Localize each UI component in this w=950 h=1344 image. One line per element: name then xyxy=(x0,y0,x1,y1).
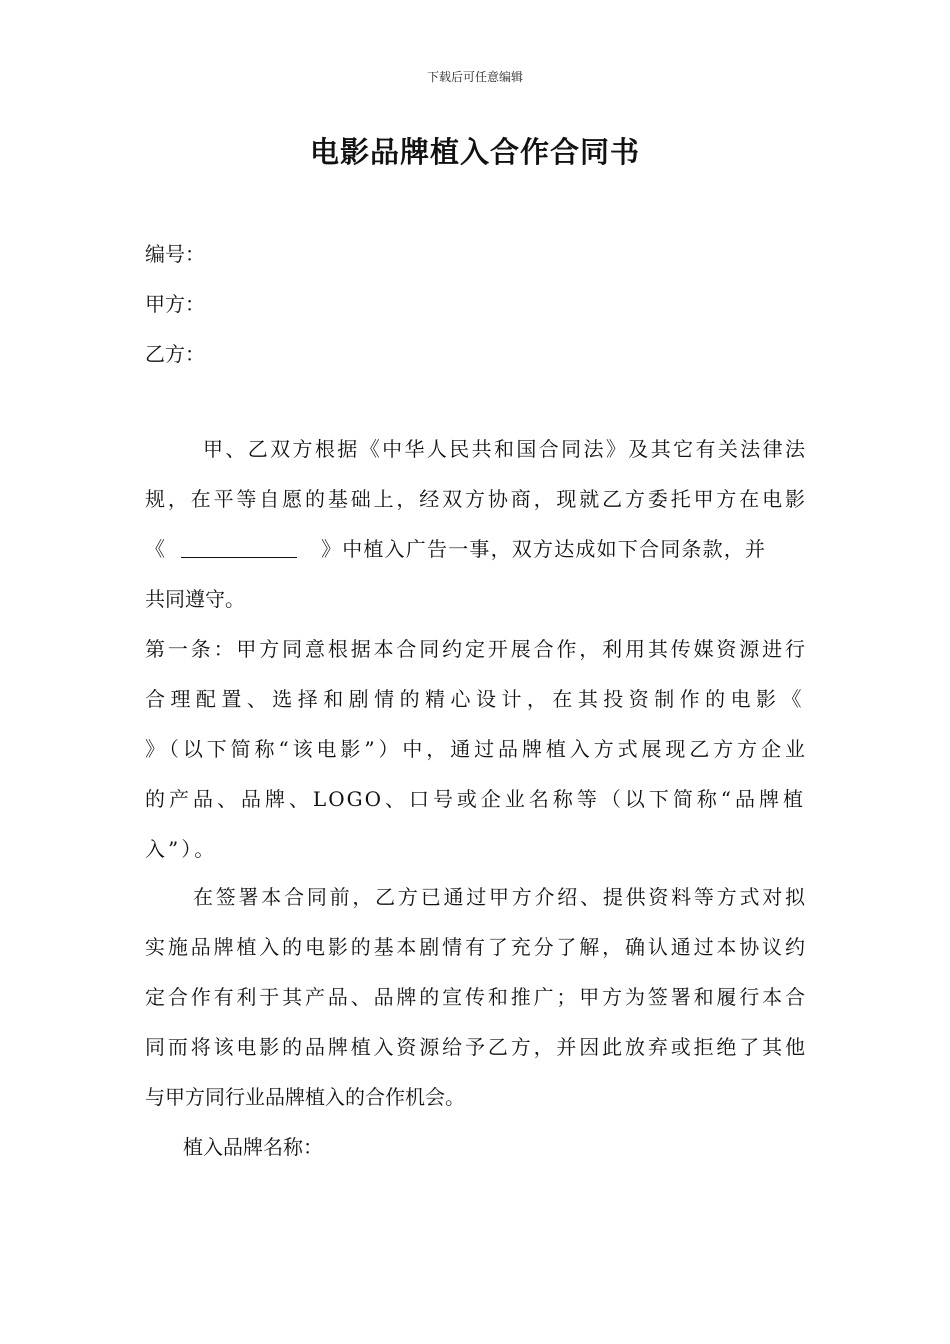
party-b-label: 乙方： xyxy=(145,342,205,366)
article1-line-2: 合理配置、选择和剧情的精心设计，在其投资制作的电影《 xyxy=(145,687,805,711)
sign-line-4: 同而将该电影的品牌植入资源给予乙方，并因此放弃或拒绝了其他 xyxy=(145,1035,805,1059)
contract-number-label: 编号： xyxy=(145,242,205,266)
intro-line-2: 规，在平等自愿的基础上，经双方协商，现就乙方委托甲方在电影 xyxy=(145,487,805,511)
intro-line-3-text: 》中植入广告一事，双方达成如下合同条款，并 xyxy=(321,537,767,561)
sign-line-5: 与甲方同行业品牌植入的合作机会。 xyxy=(145,1085,465,1109)
article1-line-5: 入”）。 xyxy=(145,837,218,861)
brand-name-label: 植入品牌名称： xyxy=(183,1135,323,1159)
article1-line-4: 的产品、品牌、LOGO、口号或企业名称等（以下简称“品牌植 xyxy=(145,787,805,811)
intro-line-3 xyxy=(145,534,805,564)
intro-line-4: 共同遵守。 xyxy=(145,587,245,611)
party-a-label: 甲方： xyxy=(145,292,205,316)
header-note: 下载后可任意编辑 xyxy=(426,70,523,84)
document-title: 电影品牌植入合作合同书 xyxy=(309,135,640,169)
intro-line-1: 甲、乙双方根据《中华人民共和国合同法》及其它有关法律法 xyxy=(203,437,805,461)
sign-line-1: 在签署本合同前，乙方已通过甲方介绍、提供资料等方式对拟 xyxy=(193,885,805,909)
article1-line-1: 第一条：甲方同意根据本合同约定开展合作，利用其传媒资源进行 xyxy=(145,637,805,661)
film-title-blank xyxy=(181,537,297,558)
open-bracket: 《 xyxy=(145,537,165,561)
sign-line-2: 实施品牌植入的电影的基本剧情有了充分了解，确认通过本协议约 xyxy=(145,935,805,959)
sign-line-3: 定合作有利于其产品、品牌的宣传和推广；甲方为签署和履行本合 xyxy=(145,985,805,1009)
article1-line-3: 》（以下简称“该电影”）中，通过品牌植入方式展现乙方方企业 xyxy=(145,737,805,761)
